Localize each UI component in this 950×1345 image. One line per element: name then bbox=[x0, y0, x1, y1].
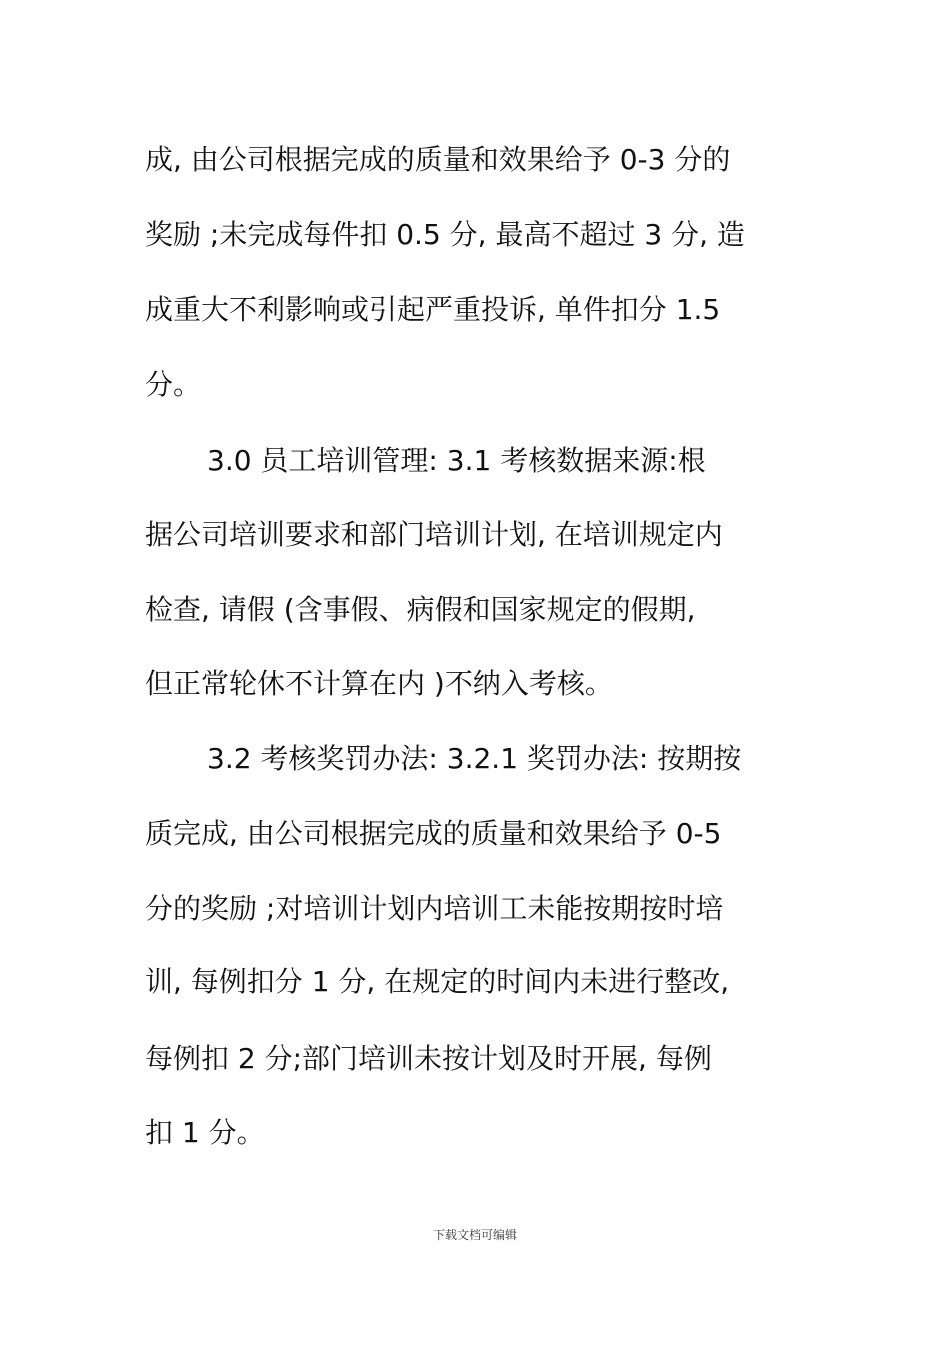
text-line: 每例扣 2 分;部门培训未按计划及时开展, 每例 bbox=[145, 1042, 712, 1075]
paragraph-start-line: 3.2 考核奖罚办法: 3.2.1 奖罚办法: 按期按 bbox=[207, 742, 742, 775]
text-line: 据公司培训要求和部门培训计划, 在培训规定内 bbox=[145, 518, 723, 551]
paragraph-start-line: 3.0 员工培训管理: 3.1 考核数据来源:根 bbox=[207, 444, 706, 477]
text-line: 分的奖励 ;对培训计划内培训工未能按期按时培 bbox=[145, 892, 724, 925]
text-line: 但正常轮休不计算在内 )不纳入考核。 bbox=[145, 667, 613, 700]
text-line: 奖励 ;未完成每件扣 0.5 分, 最高不超过 3 分, 造 bbox=[145, 218, 745, 251]
text-line: 训, 每例扣分 1 分, 在规定的时间内未进行整改, bbox=[145, 965, 730, 998]
text-line: 成, 由公司根据完成的质量和效果给予 0-3 分的 bbox=[145, 143, 731, 176]
page-footer: 下载文档可编辑 bbox=[432, 1228, 517, 1242]
text-line: 质完成, 由公司根据完成的质量和效果给予 0-5 bbox=[145, 817, 722, 850]
text-line: 成重大不利影响或引起严重投诉, 单件扣分 1.5 bbox=[145, 293, 721, 326]
text-line: 检查, 请假 (含事假、病假和国家规定的假期, bbox=[145, 593, 696, 626]
text-line: 分。 bbox=[145, 368, 202, 401]
text-line: 扣 1 分。 bbox=[145, 1116, 265, 1149]
